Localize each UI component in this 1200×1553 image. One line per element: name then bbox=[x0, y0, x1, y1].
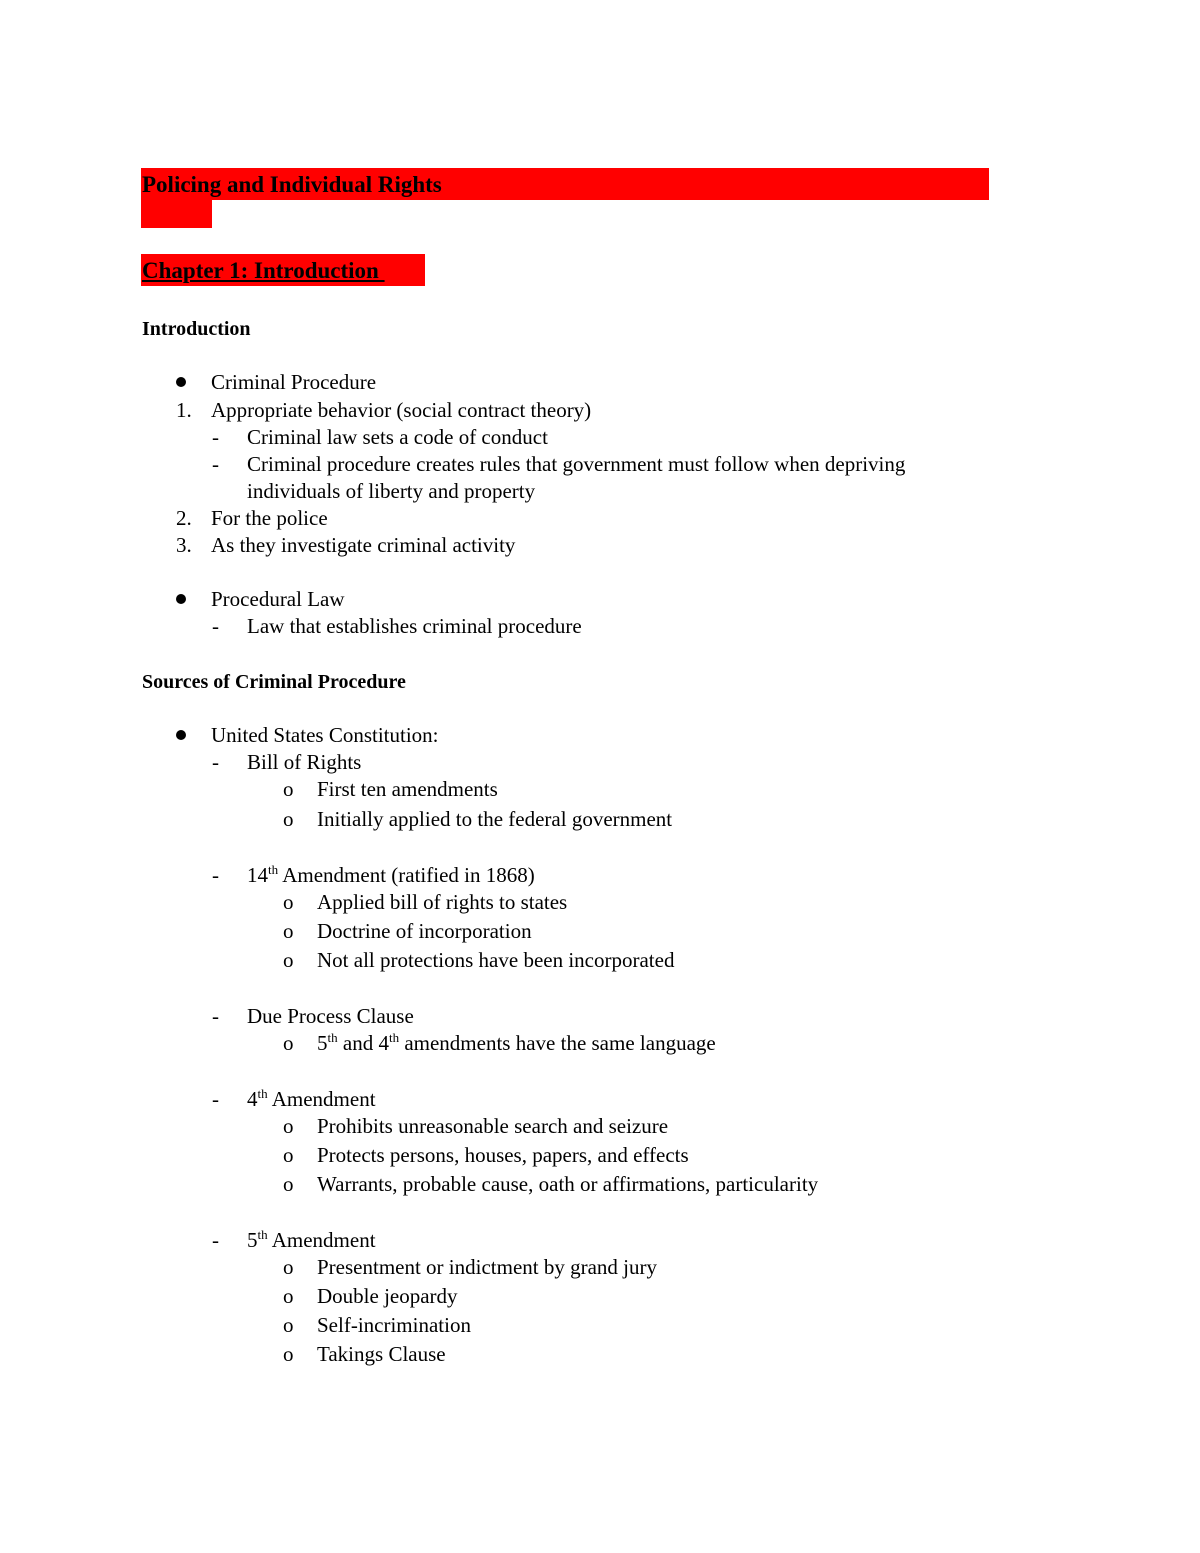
list-item: Double jeopardy bbox=[317, 1284, 458, 1308]
list-item: Initially applied to the federal government bbox=[317, 807, 673, 831]
sub-bullet-marker: o bbox=[283, 1172, 294, 1196]
list-item: Prohibits unreasonable search and seizure bbox=[317, 1114, 669, 1138]
list-item-continuation: individuals of liberty and property bbox=[247, 479, 536, 503]
title-highlight-bar-tail bbox=[141, 200, 212, 228]
amendment-number: 14 bbox=[247, 863, 268, 887]
list-item: Criminal law sets a code of conduct bbox=[247, 425, 548, 449]
dash-marker: - bbox=[212, 1228, 219, 1252]
list-item: As they investigate criminal activity bbox=[211, 533, 516, 557]
amendment-text: Amendment bbox=[267, 1228, 376, 1252]
list-item: Criminal procedure creates rules that government must follow when depriving bbox=[247, 452, 906, 476]
sub-bullet-marker: o bbox=[283, 890, 294, 914]
amendment-number: 4 bbox=[247, 1087, 258, 1111]
bullet-icon bbox=[176, 594, 186, 604]
list-item: Law that establishes criminal procedure bbox=[247, 614, 582, 638]
amendment-text: Amendment (ratified in 1868) bbox=[278, 863, 535, 887]
list-item: Takings Clause bbox=[317, 1342, 446, 1366]
list-item: Not all protections have been incorporated bbox=[317, 948, 675, 972]
list-number: 1. bbox=[176, 398, 192, 422]
amendment-number: 5 bbox=[247, 1228, 258, 1252]
item-text: amendments have the same language bbox=[399, 1031, 716, 1055]
ordinal-suffix: th bbox=[327, 1030, 338, 1045]
list-item: Bill of Rights bbox=[247, 750, 362, 774]
sub-bullet-marker: o bbox=[283, 1284, 294, 1308]
dash-marker: - bbox=[212, 863, 219, 887]
document-title: Policing and Individual Rights bbox=[142, 172, 442, 197]
sub-bullet-marker: o bbox=[283, 1342, 294, 1366]
list-item: Presentment or indictment by grand jury bbox=[317, 1255, 658, 1279]
dash-marker: - bbox=[212, 1087, 219, 1111]
sub-bullet-marker: o bbox=[283, 1143, 294, 1167]
list-item-14th-amendment bbox=[247, 862, 535, 889]
list-item: Criminal Procedure bbox=[211, 370, 377, 394]
chapter-heading: Chapter 1: Introduction bbox=[142, 258, 385, 283]
list-item: Protects persons, houses, papers, and effects bbox=[317, 1143, 689, 1167]
section-heading-sources: Sources of Criminal Procedure bbox=[142, 671, 406, 693]
list-item-4th-amendment bbox=[247, 1086, 376, 1113]
amendment-text: Amendment bbox=[267, 1087, 376, 1111]
bullet-icon bbox=[176, 730, 186, 740]
sub-bullet-marker: o bbox=[283, 807, 294, 831]
ordinal-suffix: th bbox=[388, 1030, 400, 1045]
dash-marker: - bbox=[212, 750, 219, 774]
list-item: Applied bill of rights to states bbox=[317, 890, 568, 914]
dash-marker: - bbox=[212, 425, 219, 449]
sub-bullet-marker: o bbox=[283, 1114, 294, 1138]
dash-marker: - bbox=[212, 1004, 219, 1028]
sub-bullet-marker: o bbox=[283, 1031, 294, 1055]
list-item: Warrants, probable cause, oath or affirmations, particularity bbox=[317, 1172, 819, 1196]
ordinal-suffix: th bbox=[257, 1086, 268, 1101]
sub-bullet-marker: o bbox=[283, 1313, 294, 1337]
amendment-number: 5 bbox=[317, 1031, 328, 1055]
list-item: Appropriate behavior (social contract theory) bbox=[211, 398, 592, 422]
list-item: Procedural Law bbox=[211, 587, 345, 611]
list-item: For the police bbox=[211, 506, 328, 530]
sub-bullet-marker: o bbox=[283, 777, 294, 801]
list-item: Doctrine of incorporation bbox=[317, 919, 532, 943]
bullet-icon bbox=[176, 377, 186, 387]
list-item-5th-amendment bbox=[247, 1227, 376, 1254]
section-heading-introduction: Introduction bbox=[142, 318, 251, 340]
list-item: Self-incrimination bbox=[317, 1313, 471, 1337]
ordinal-suffix: th bbox=[268, 862, 279, 877]
list-item: First ten amendments bbox=[317, 777, 498, 801]
sub-bullet-marker: o bbox=[283, 948, 294, 972]
list-number: 2. bbox=[176, 506, 192, 530]
sub-bullet-marker: o bbox=[283, 919, 294, 943]
list-item-due-process bbox=[317, 1030, 716, 1057]
dash-marker: - bbox=[212, 614, 219, 638]
list-item: United States Constitution: bbox=[211, 723, 439, 747]
list-number: 3. bbox=[176, 533, 192, 557]
ordinal-suffix: th bbox=[257, 1227, 268, 1242]
sub-bullet-marker: o bbox=[283, 1255, 294, 1279]
item-text: and 4 bbox=[337, 1031, 389, 1055]
list-item: Due Process Clause bbox=[247, 1004, 414, 1028]
dash-marker: - bbox=[212, 452, 219, 476]
